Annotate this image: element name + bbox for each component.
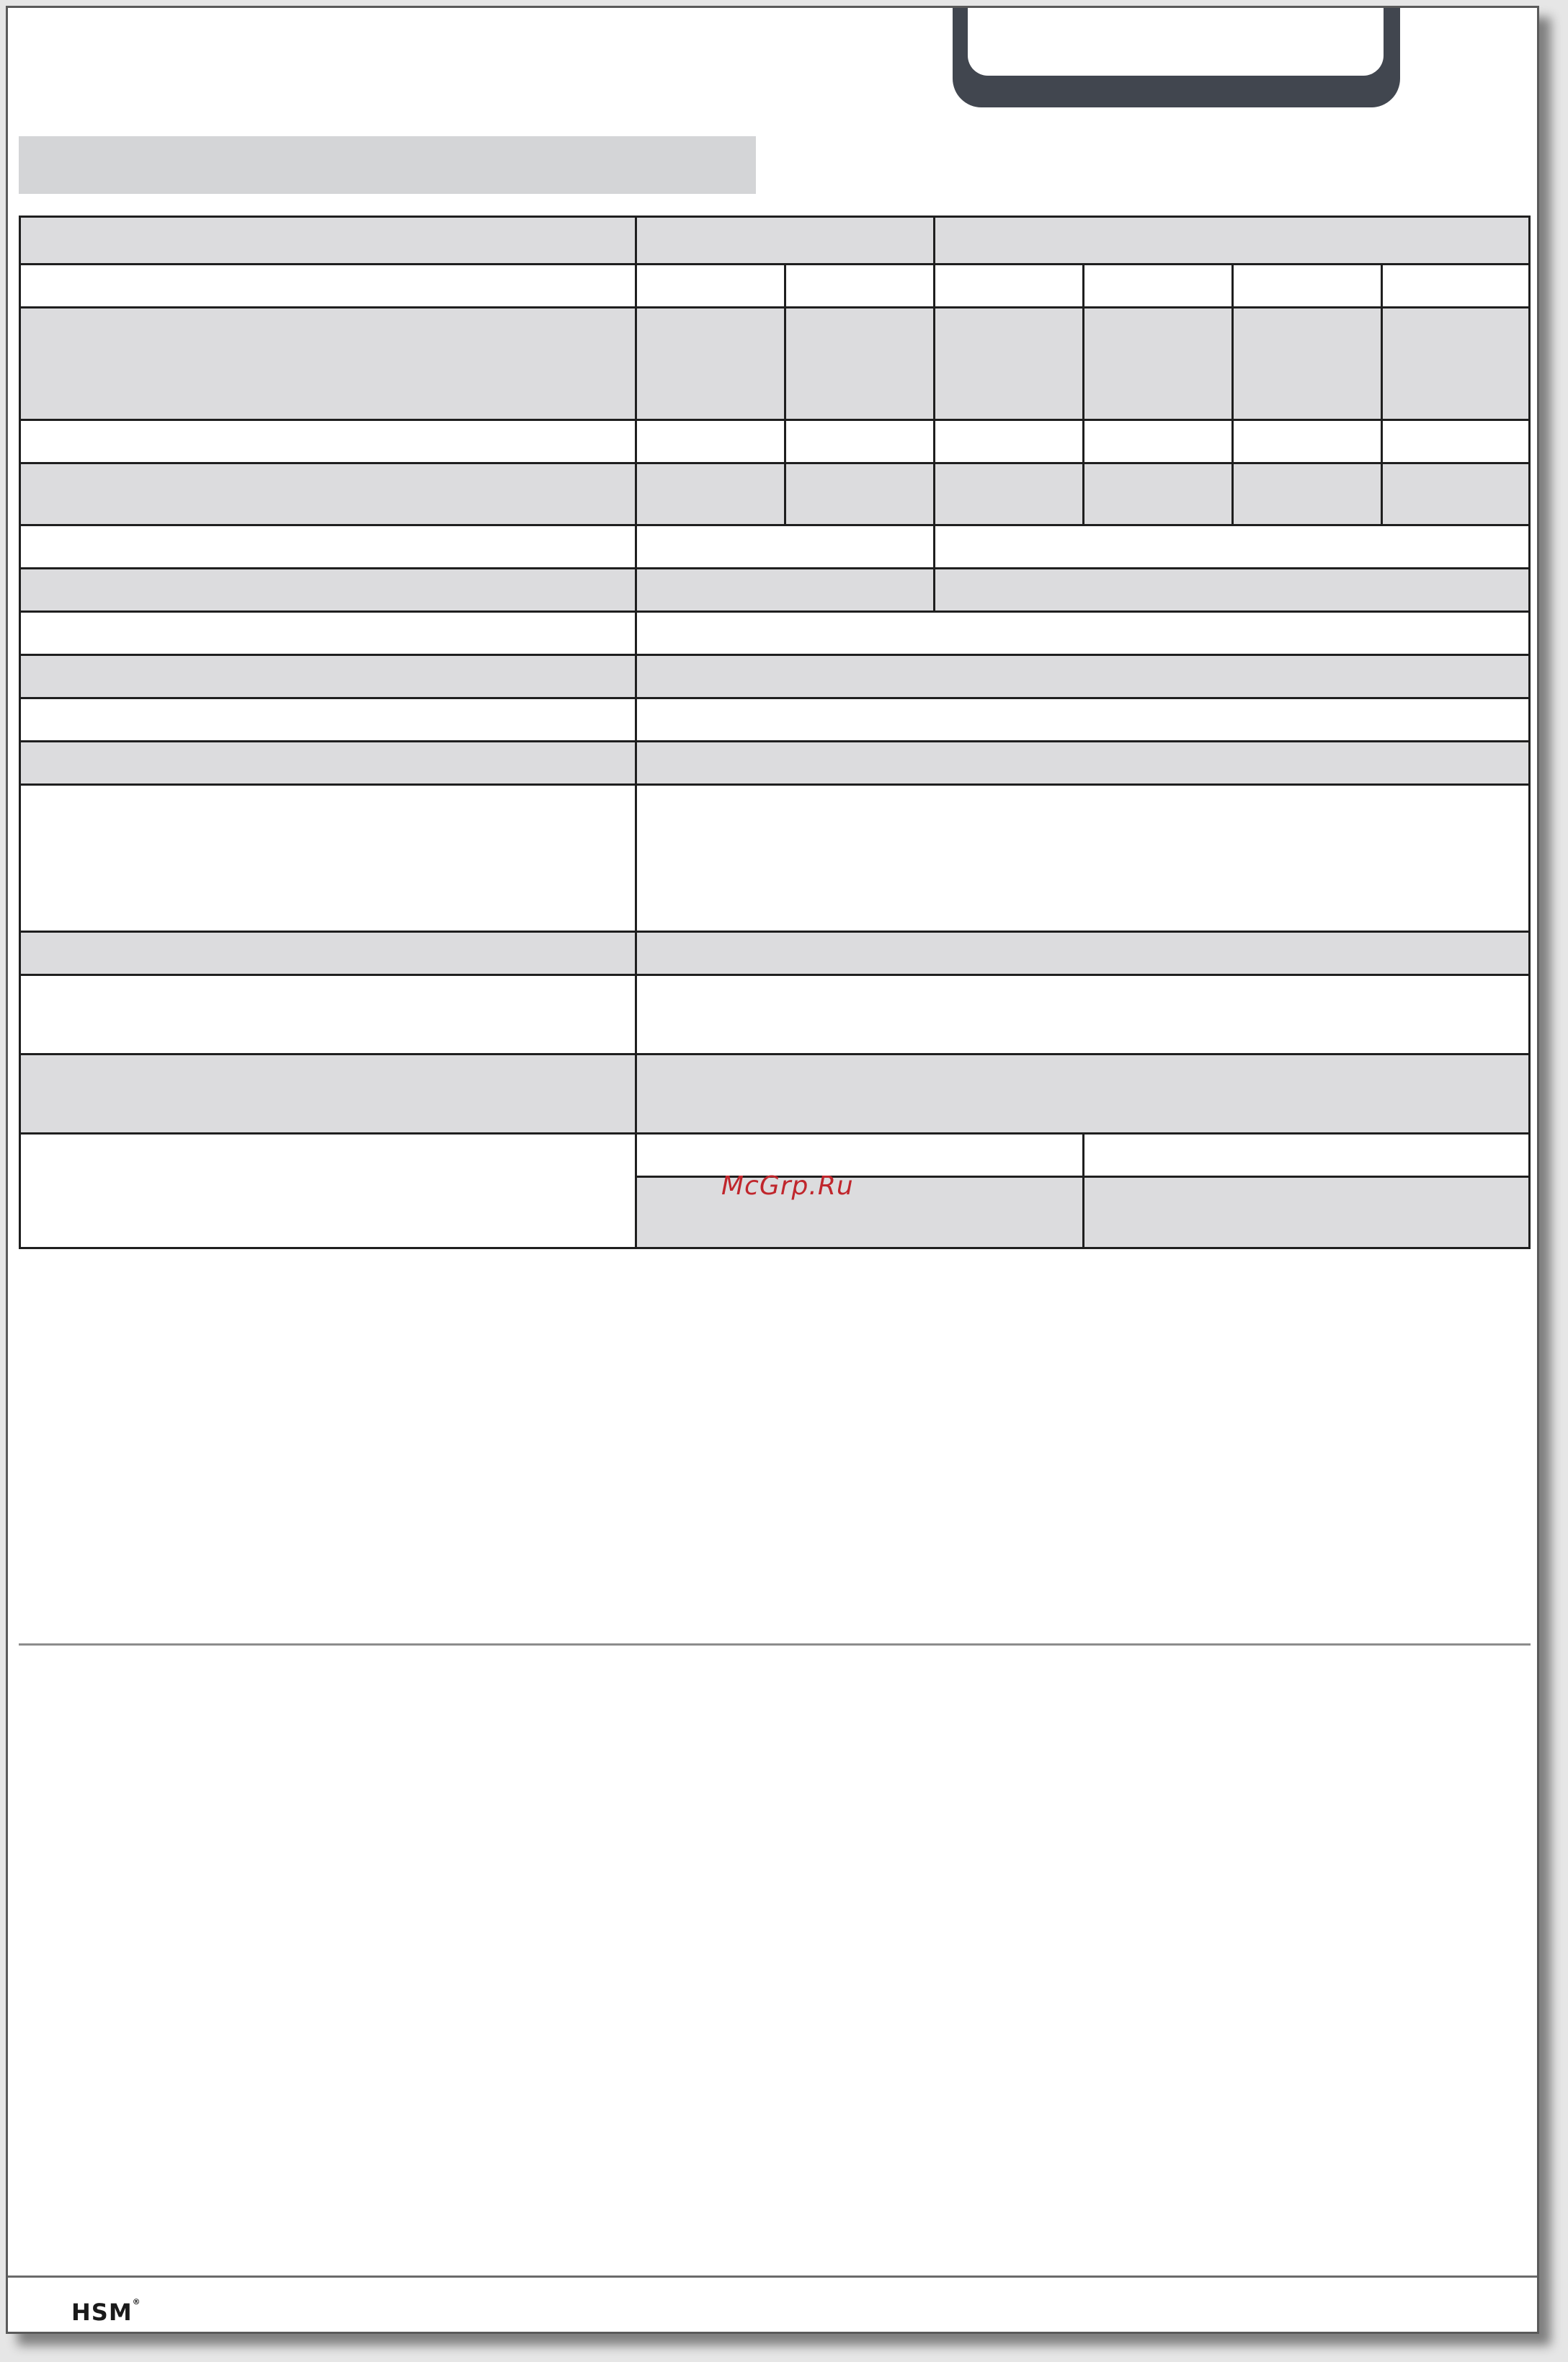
- table-cell: [784, 306, 937, 423]
- table-cell: [933, 524, 1531, 572]
- table-cell: [635, 263, 788, 311]
- table-cell: [19, 524, 639, 572]
- table-cell: [635, 306, 788, 423]
- table-cell: [1082, 306, 1236, 423]
- table-cell: [19, 1132, 639, 1249]
- table-cell: [933, 462, 1087, 528]
- document-page: [6, 6, 1539, 2334]
- table-cell: [19, 654, 639, 701]
- table-cell: [635, 740, 1531, 788]
- table-cell: [1381, 419, 1531, 466]
- binder-tab-inner: [968, 8, 1384, 76]
- table-cell: [635, 974, 1531, 1057]
- table-cell: [1231, 419, 1385, 466]
- table-cell: [635, 697, 1531, 745]
- table-cell: [19, 419, 639, 466]
- watermark: McGrp.Ru: [721, 1171, 854, 1201]
- table-cell: [784, 419, 937, 466]
- table-cell: [1082, 1132, 1531, 1180]
- table-cell: [19, 216, 639, 267]
- table-cell: [19, 974, 639, 1057]
- table-cell: [933, 306, 1087, 423]
- table-cell: [19, 462, 639, 528]
- table-cell: [1231, 462, 1385, 528]
- divider: [19, 1643, 1531, 1646]
- table-cell: [933, 419, 1087, 466]
- table-cell: [635, 1053, 1531, 1137]
- table-cell: [635, 419, 788, 466]
- table-cell: [1082, 419, 1236, 466]
- table-cell: [19, 740, 639, 788]
- table-cell: [635, 931, 1531, 978]
- table-cell: [19, 306, 639, 423]
- table-cell: [1381, 462, 1531, 528]
- table-cell: [19, 697, 639, 745]
- table-cell: [19, 1053, 639, 1137]
- table-cell: [1231, 306, 1385, 423]
- table-cell: [19, 783, 639, 935]
- table-cell: [635, 1176, 1087, 1249]
- table-cell: [635, 1132, 1087, 1180]
- table-cell: [1082, 462, 1236, 528]
- table-cell: [1231, 263, 1385, 311]
- table-cell: [635, 216, 937, 267]
- table-cell: [19, 611, 639, 658]
- table-cell: [784, 263, 937, 311]
- section-title-bar: [19, 136, 756, 194]
- table-cell: [635, 524, 937, 572]
- table-cell: [19, 931, 639, 978]
- table-cell: [635, 567, 937, 615]
- table-cell: [19, 567, 639, 615]
- table-cell: [635, 611, 1531, 658]
- table-cell: [784, 462, 937, 528]
- table-cell: [933, 567, 1531, 615]
- hsm-logo: HSM®: [71, 2297, 141, 2326]
- table-cell: [19, 263, 639, 311]
- table-cell: [635, 783, 1531, 935]
- table-cell: [1381, 263, 1531, 311]
- table-cell: [635, 654, 1531, 701]
- table-cell: [1082, 263, 1236, 311]
- footer-divider: [8, 2276, 1537, 2278]
- table-cell: [933, 263, 1087, 311]
- table-cell: [933, 216, 1531, 267]
- table-cell: [635, 462, 788, 528]
- table-cell: [1381, 306, 1531, 423]
- table-cell: [1082, 1176, 1531, 1249]
